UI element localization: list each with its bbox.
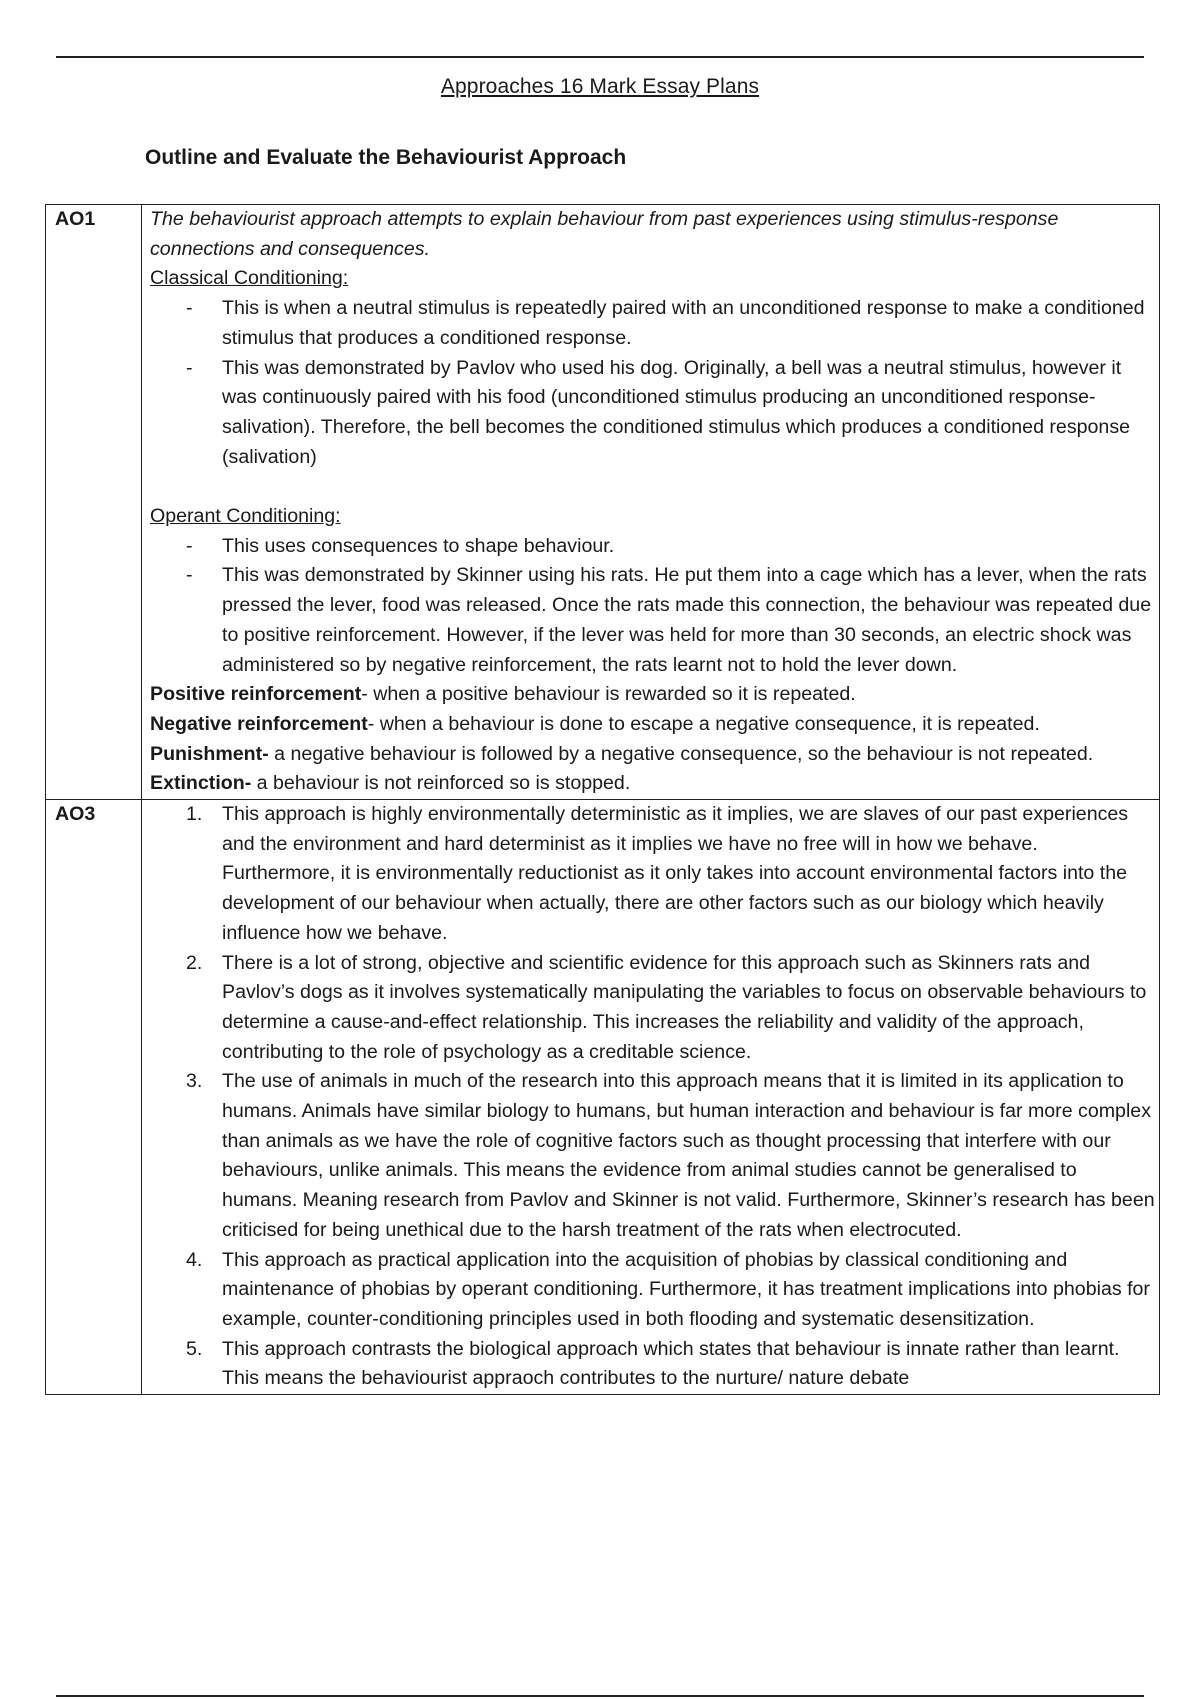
- point-number: 4.: [186, 1248, 203, 1271]
- definition-text: - when a behaviour is done to escape a negative consequence, it is repeated.: [367, 712, 1040, 735]
- list-item: - This is when a neutral stimulus is repeatedly paired with an unconditioned response to make a conditioned stimulus that produces a conditioned response.: [222, 294, 1155, 353]
- definition-term: Positive reinforcement: [150, 683, 362, 706]
- document-title: Approaches 16 Mark Essay Plans: [440, 75, 760, 98]
- point-number: 5.: [186, 1337, 203, 1360]
- point-number: 2.: [186, 951, 203, 974]
- point-text: This approach as practical application into the acquisition of phobias by classical conditioning and maintenance of phobias by operant conditioning. Furthermore, it has treatment implications into phobias for example, counter-conditioning principles used in both flooding and systematic desensitization.: [222, 1248, 1150, 1330]
- essay-plan-table: [45, 204, 1160, 1395]
- list-item: - This was demonstrated by Skinner using his rats. He put them into a cage which has a lever, when the rats pressed the lever, food was released. Once the rats made this connection, the behaviour was repeated due to positive reinforcement. However, if the lever was held for more than 30 seconds, an electric shock was administered so by negative reinforcement, the rats learnt not to hold the lever down.: [222, 561, 1155, 680]
- definition-text: a negative behaviour is followed by a negative consequence, so the behaviour is not repeated.: [268, 742, 1094, 765]
- definition-text: a behaviour is not reinforced so is stopped.: [251, 772, 631, 795]
- list-item: - This was demonstrated by Pavlov who used his dog. Originally, a bell was a neutral stimulus, however it was continuously paired with his food (unconditioned stimulus producing an unconditioned response- salivation). Therefore, the bell becomes the conditioned stimulus which produces a conditioned response (salivation): [222, 354, 1155, 473]
- spacer: [150, 472, 1155, 502]
- operant-conditioning-heading: Operant Conditioning:: [150, 505, 341, 528]
- evaluation-point: [186, 949, 1155, 1068]
- ao1-row: [46, 205, 1160, 800]
- classical-conditioning-heading: Classical Conditioning:: [150, 267, 349, 290]
- evaluation-point: [186, 1246, 1155, 1335]
- point-text: There is a lot of strong, objective and scientific evidence for this approach such as Skinners rats and Pavlov’s dogs as it involves systematically manipulating the variables to focus on observable behaviours to determine a cause-and-effect relationship. This increases the reliability and validity of the approach, contributing to the role of psychology as a creditable science.: [222, 951, 1147, 1063]
- point-number: 1.: [186, 803, 203, 826]
- ao3-row: [46, 800, 1160, 1395]
- bottom-rule: [56, 1695, 1144, 1697]
- evaluation-point: [186, 1335, 1155, 1394]
- operant-conditioning-list: [150, 532, 1155, 681]
- point-text: This approach contrasts the biological approach which states that behaviour is innate rather than learnt. This means the behaviourist appraoch contributes to the nurture/ nature debate: [222, 1337, 1120, 1390]
- point-text: The use of animals in much of the research into this approach means that it is limited in its application to humans. Animals have similar biology to humans, but human interaction and behaviour is far more complex than animals as we have the role of cognitive factors such as thought processing that interfere with our behaviours, unlike animals. This means the evidence from animal studies cannot be generalised to humans. Meaning research from Pavlov and Skinner is not valid. Furthermore, Skinner’s research has been criticised for being unethical due to the harsh treatment of the rats when electrocuted.: [222, 1070, 1155, 1241]
- ao1-content: [142, 205, 1160, 800]
- ao1-intro: The behaviourist approach attempts to explain behaviour from past experiences using stimulus-response connections and consequences.: [150, 208, 1059, 260]
- list-item: - This uses consequences to shape behaviour.: [222, 532, 1155, 562]
- definition-positive-reinforcement: [150, 680, 1155, 710]
- evaluation-points-list: [150, 800, 1155, 1394]
- definition-term: Extinction-: [150, 772, 252, 795]
- evaluation-point: [186, 800, 1155, 949]
- definition-term: Punishment-: [150, 742, 269, 765]
- definition-term: Negative reinforcement: [150, 712, 368, 735]
- definition-negative-reinforcement: [150, 710, 1155, 740]
- classical-conditioning-list: [150, 294, 1155, 472]
- point-number: 3.: [186, 1070, 203, 1093]
- definition-extinction: [150, 769, 1155, 799]
- point-text: This approach is highly environmentally deterministic as it implies, we are slaves of our past experiences and the environment and hard determinist as it implies we have no free will in how we behave. Furthermore, it is environmentally reductionist as it only takes into account environmental factors into the development of our behaviour when actually, there are other factors such as our biology which heavily influence how we behave.: [222, 803, 1129, 944]
- ao3-content: [142, 800, 1160, 1395]
- definition-text: - when a positive behaviour is rewarded so it is repeated.: [361, 683, 856, 706]
- ao3-label: AO3: [46, 800, 142, 1395]
- evaluation-point: [186, 1067, 1155, 1245]
- ao1-label: AO1: [46, 205, 142, 800]
- section-heading: Outline and Evaluate the Behaviourist Approach: [145, 146, 627, 169]
- definition-punishment: [150, 740, 1155, 770]
- top-rule: [56, 56, 1144, 58]
